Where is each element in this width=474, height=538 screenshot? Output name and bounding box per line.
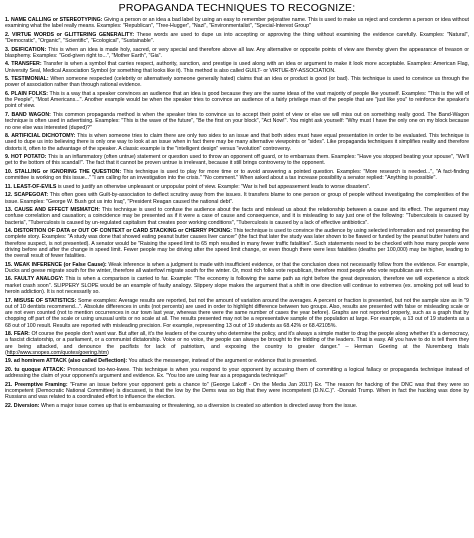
technique-entry: [5, 403, 469, 409]
technique-entry: [5, 112, 469, 131]
technique-entry: [5, 61, 469, 74]
technique-label: TRANSFER:: [11, 61, 42, 68]
technique-number: 9.: [5, 154, 10, 161]
technique-entry: [5, 207, 469, 226]
technique-number: 13.: [5, 207, 13, 214]
technique-description: Weak inference is when a judgment is made with insufficient evidence, or that the conclusion does not necessarily follow from the evidence. For example, Ducks and geese migrate south for the winter, therefore all waterfowl migrate south for the winter. Or, most rich folks vote republican, therefore most people who vote republican are rich.: [5, 261, 470, 274]
technique-number: 3.: [5, 46, 10, 53]
closing-text: ): [107, 349, 109, 356]
technique-number: 7.: [5, 112, 10, 119]
technique-entry: [5, 76, 469, 89]
technique-label: FAULTY ANALOGY:: [14, 276, 64, 283]
technique-label: CAUSE AND EFFECT MISMATCH:: [14, 207, 101, 214]
technique-label: ad hominem ATTACK (also called Deflection):: [13, 358, 128, 365]
technique-label: DISTORTION OF DATA or OUT OF CONTEXT or CARD STACKING or CHERRY PICKING:: [13, 228, 232, 235]
technique-label: MISUSE OF STATISTICS:: [13, 297, 77, 304]
technique-description: This technique is used to play for more time or to avoid answering a pointed question. Examples: "More research is needed...", "A fact-finding committee is working on this issue..." "I am calling for an investigation into the crisis." "No comment." When asked about a tax increase possibility a senator replied: "Anything is possible".: [5, 168, 469, 182]
technique-number: 1.: [5, 17, 10, 23]
technique-label: VIRTUE WORDS or GLITTERING GENERALITY:: [12, 31, 135, 38]
technique-description: This technique is used to convince the audience by using selected information and not presenting the complete story. Examples: "A study was done that showed eating peanut butter causes liver cancer" (the fact that later the study was later shown to be flawed or funded by the peanut butter haters and therefore suspect, is not presented). A senator would be "Raising the speed limit to 65 mph resulted in many fewer traffic fatalities". Such statements need to be checked with how many people were driving before and after the change in speed limit. Fewer people may be driving after the speed limit change, or even though there were less fatalities (deaths per 100,000) may be higher, leading to the overall result of fewer fatalities.: [5, 228, 469, 260]
technique-label: PLAIN FOLKS:: [11, 90, 48, 97]
technique-label: FEAR:: [13, 331, 30, 338]
technique-number: 22.: [5, 402, 13, 409]
technique-label: STALLING or IGNORING THE QUESTION:: [14, 168, 122, 175]
technique-number: 4.: [5, 61, 10, 68]
technique-description: This is when an idea is made holy, sacred, or very special and therefore above all law. Any alternative or opposite points of view are thereby given the appearance of treason or blasphemy. Examples: "God-given right to...", "Mother Earth", "Gia".: [5, 46, 470, 59]
technique-number: 11.: [5, 183, 13, 190]
technique-entry: [5, 32, 469, 45]
technique-number: 5.: [5, 76, 10, 83]
technique-number: 19.: [5, 358, 13, 365]
technique-number: 18.: [5, 331, 13, 338]
source-link[interactable]: http://www.snopes.com/quotes/goering.htm: [6, 349, 108, 356]
technique-description: This is a way that a speaker convinces an audience that an idea is good because they are the same ideas of the vast majority of people like yourself. Examples: "This is the will of the People", "Most Americans...". Another example would be when the speaker tries to convince an audience of a fairly privilege man of the people that are "just like you" to reinforce the speaker's point of view.: [5, 90, 469, 110]
technique-entry: [5, 367, 469, 380]
technique-description: This is when someone tries to claim there are only two sides to an issue and that both sides must have equal presentation in order to be evaluated. This technique is used to dupe us into believing there is only one way to look at an issue when in fact there may be many alternative viewpoints or "sides". Like propaganda techniques it simplifies reality and therefore distorts it, often to the advantage of the speaker. A classic example is the "intelligent design" versus "evolution" controversy.: [5, 133, 469, 152]
technique-label: TESTIMONIAL:: [11, 76, 49, 83]
technique-entry: [5, 184, 469, 190]
technique-number: 8.: [5, 133, 10, 140]
technique-description: When a major issue comes up that is embarrassing or threatening, so a diversion is created so attention is directed away from the issue.: [40, 402, 358, 409]
technique-label: BAND WAGON:: [11, 112, 51, 119]
technique-label: Diversion:: [13, 402, 40, 409]
technique-label: LEAST-OF-EVILS: [13, 183, 57, 190]
technique-entry: [5, 91, 469, 110]
technique-number: 10.: [5, 168, 13, 175]
technique-number: 6.: [5, 90, 10, 97]
technique-entry: [5, 17, 469, 30]
technique-description: This common propaganda method is when the speaker tries to convince us to accept their point of view or else we will miss out on something really good. The Band-Wagon technique is often used in advertising. Examples: "This is the wave of the future", "Be the first on your block", "Act Now!". You might ask yourself: "Why must I have the only one on my block because no one else was interested (duped)?": [5, 112, 469, 131]
technique-entry: [5, 169, 469, 182]
technique-entry: [5, 228, 469, 259]
technique-description: Pronounced too-two-kwee. This technique is when you respond to your opponent by accusing them of committing a logical fallacy or propaganda technique instead of addressing the claim of your opponent's argument and evidence. Ex. "You too are using fear as a propaganda technique!": [5, 366, 469, 380]
technique-description: This is when a comparison is carried to far. Example: "The economy is following the same path as right before the great depression, therefore we will experience a stock market crash soon". SLIPPERY SLOPE would be an example of faulty analogy. Slippery slope makes the argument that a shift in one direction will continue to extremes (ex. smoking pot will lead to heroin addiction). It is not necessarily so.: [5, 276, 469, 295]
technique-description: Giving a person or an idea a bad label by using an easy to remember pejorative name. This is used to make us reject and condemn a person or idea without examining what the label really means. Examples: "Republican", "Tree-Hugger", "Nazi", "Environmentalist", "Special-Interest Group": [5, 17, 469, 30]
technique-description: Transfer is when a symbol that carries respect, authority, sanction, and prestige is used along with an idea or argument to make it look more acceptable. Examples: American Flag, University Seal, Medical Association Symbol (or something that looks like it). This method is also called GUILT- or VIRTUE-BY-ASSOCIATION.: [5, 61, 469, 74]
technique-list: [5, 17, 469, 409]
technique-number: 16.: [5, 276, 13, 283]
technique-number: 2.: [5, 31, 10, 38]
technique-label: NAME CALLING or STEREOTYPING:: [10, 17, 103, 23]
technique-label: ARTIFICIAL DICHOTOMY:: [11, 133, 76, 140]
technique-description: This often goes with Guilt-by-association to deflect scrutiny away from the issues. It transfers blame to one person or group of people without investigating the complexities of the issue. Examples: "George W. Bush got us into Iraq", "President Reagan caused the national debt".: [5, 192, 469, 205]
technique-entry: [5, 382, 469, 401]
technique-entry: [5, 133, 469, 152]
technique-label: WEAK INFERENCE (or False Cause):: [13, 261, 107, 268]
technique-description: is used to justify an otherwise unpleasant or unpopular point of view. Example: "War is hell but appeasement leads to worse disasters".: [57, 183, 371, 190]
technique-label: Preemptive Framing:: [14, 381, 68, 388]
technique-number: 12.: [5, 192, 13, 199]
technique-number: 21.: [5, 381, 13, 388]
technique-description: These words are used to dupe us into accepting or approving the thing without examining the evidence carefully. Examples: "Natural", "Democratic", "Organic", "Scientific", "Ecological", "Sustainable".: [5, 31, 469, 45]
technique-entry: [5, 192, 469, 205]
technique-entry: [5, 262, 469, 275]
technique-label: tu quoque ATTACK:: [14, 366, 66, 373]
technique-description: When someone respected (celebrity or alternatively someone generally hated) claims that an idea or product is good (or bad). This technique is used to convince us through the power of association rather than through rational evidence.: [5, 76, 469, 89]
technique-description: Some examples: Average results are reported, but not the amount of variation around the averages. A percent or fraction is presented, but not the sample size as in "9 out of 10 dentists recommend...". Absolute differences in units (not percents) are used in order to highlight difference between two groups. Also, results are presented with false or misleading scale or are not even counted (not to mention occurrences in our town last year, whereas there were the same number of cases the year before). Graphs are not reported properly, such as a graph that by chopping off part of the scale or using unusual units or no scale at all. The results presented may not be a representative sample of the population at large. For example, a 13 out of 19 students as a 68 out of 100 result. Results are reported with misleading precision. For example, representing 13 out of 19 students as 68.42% or 68.42105%.: [5, 297, 469, 329]
technique-description: Of course the people don't want war. But after all, it's the leaders of the country who determine the policy, and it's always a simple matter to drag the people along whether it's a democracy, a fascist dictatorship, or a parliament, or a communist dictatorship. Voice or no voice, the people can always be brought to the bidding of the leaders. That is easy. All you have to do is tell them they are being attacked, and denounce the pacifists for lack of patriotism, and exposing the country to greater danger." -- Herman Goering at the Nuremberg trials (: [5, 331, 469, 356]
technique-label: SCAPEGOAT:: [14, 192, 49, 199]
technique-number: 15.: [5, 261, 13, 268]
technique-entry: [5, 154, 469, 167]
technique-entry: [5, 298, 469, 329]
technique-description: This is an inflammatory (often untrue) statement or question used to throw an opponent off guard, or to embarrass them. Examples: "Have you stopped beating your spouse", "We'll get to the bottom of this scandal!". The fact that it cannot be proven untrue is irrelevant, because it still brings controversy to the opponent.: [5, 154, 469, 167]
technique-description: You attack the messenger, instead of the argument or evidence that is presented.: [128, 358, 318, 365]
technique-entry: [5, 47, 469, 60]
technique-number: 14.: [5, 228, 13, 235]
technique-number: 20.: [5, 366, 13, 373]
technique-number: 17.: [5, 297, 13, 304]
technique-entry: [5, 358, 469, 364]
technique-entry: [5, 331, 469, 356]
technique-description: This technique is used to confuse the audience about the facts and mislead us about the relationship between a cause and its effect. The argument may confuse correlation and causation; a coincidence may be presented as if it were a case of cause and consequence, and it is misleading to say just one of the following: "Tuberculosis is caused by bacteria", "Tuberculosis is caused by un-regulated capitalism that creates poor working conditions", "Tuberculosis is caused by a lack of effective antibiotics".: [5, 207, 469, 226]
technique-entry: [5, 276, 469, 295]
technique-label: DEIFICATION:: [11, 46, 47, 53]
technique-label: HOT POTATO:: [11, 154, 47, 161]
technique-description: "Frame an issue before your opponent gets a chance to" (George Lakoff - On the Media Jan 2017) Ex. "The reason for hacking of the DNC was that they were so incompetent (Democratic National Committee) is discussed, is that the low by the Dems was so big that they were incompetent (D.N.C.)". -Donald Trump. When in fact the hacking was done by Russians and was related to a coordinated effort to influence the election.: [5, 381, 469, 401]
page-title: PROPAGANDA TECHNIQUES TO RECOGNIZE:: [118, 2, 356, 14]
